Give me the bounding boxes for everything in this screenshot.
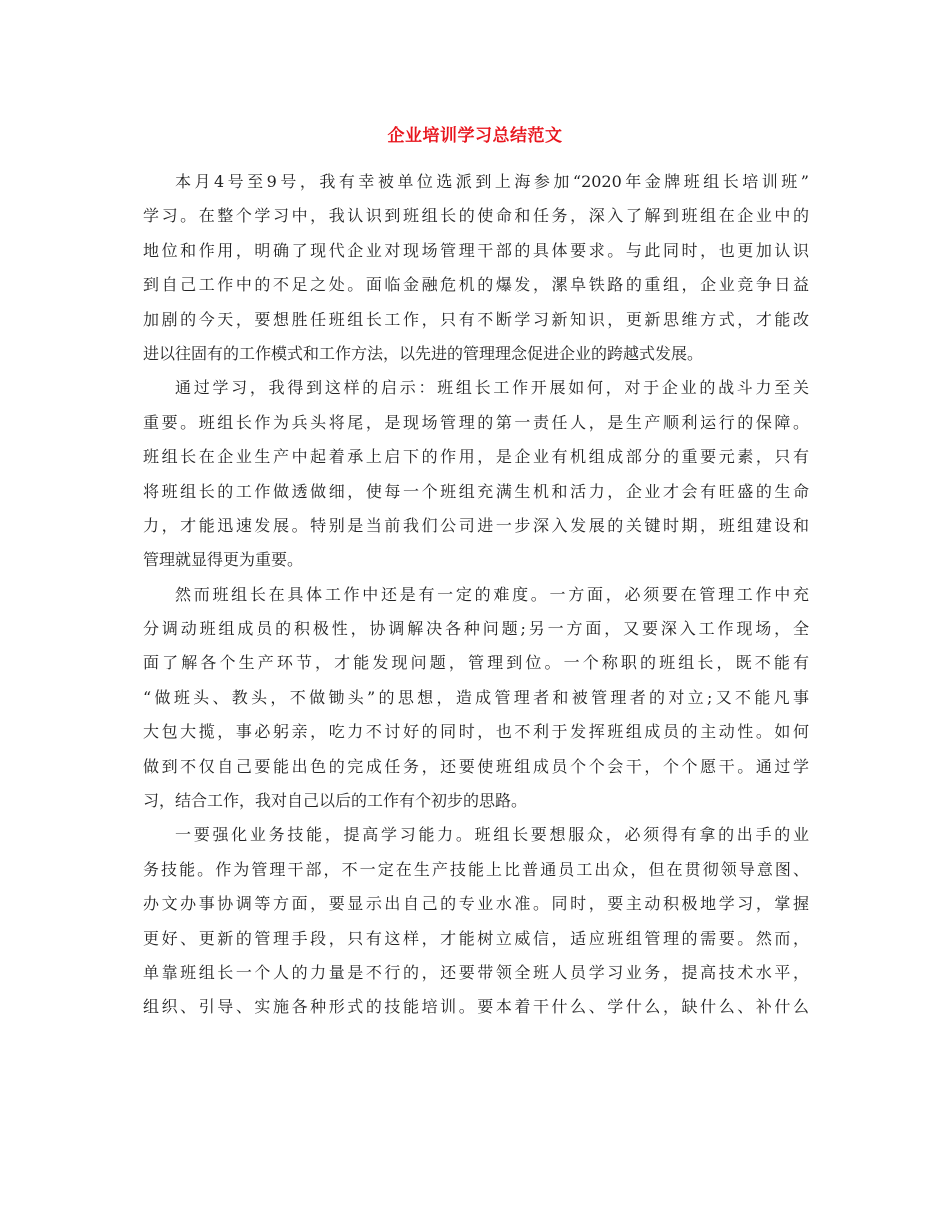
document-body <box>143 165 809 1025</box>
text-line: 加剧的今天，要想胜任班组长工作，只有不断学习新知识，更新思维方式，才能改 <box>143 309 809 329</box>
text-line: “做班头、教头，不做锄头”的思想，造成管理者和被管理者的对立;又不能凡事 <box>143 687 809 707</box>
text-line: 通过学习，我得到这样的启示：班组长工作开展如何，对于企业的战斗力至关 <box>175 378 809 398</box>
text-line: 组织、引导、实施各种形式的技能培训。要本着干什么、学什么，缺什么、补什么 <box>143 997 809 1017</box>
text-line: 学习。在整个学习中，我认识到班组长的使命和任务，深入了解到班组在企业中的 <box>143 206 809 226</box>
text-line: 办文办事协调等方面，要显示出自己的专业水准。同时，要主动积极地学习，掌握 <box>143 894 809 914</box>
text-line: 一要强化业务技能，提高学习能力。班组长要想服众，必须得有拿的出手的业 <box>175 825 809 845</box>
text-line: 本月4号至9号，我有幸被单位选派到上海参加“2020年金牌班组长培训班” <box>175 172 809 191</box>
text-line: 到自己工作中的不足之处。面临金融危机的爆发，漯阜铁路的重组，企业竞争日益 <box>143 275 809 295</box>
text-line: 重要。班组长作为兵头将尾，是现场管理的第一责任人，是生产顺利运行的保障。 <box>143 412 809 432</box>
text-line: 做到不仅自己要能出色的完成任务，还要使班组成员个个会干，个个愿干。通过学 <box>143 756 809 776</box>
text-line: 班组长在企业生产中起着承上启下的作用，是企业有机组成部分的重要元素，只有 <box>143 447 809 467</box>
text-line: 分调动班组成员的积极性，协调解决各种问题;另一方面，又要深入工作现场，全 <box>143 619 809 639</box>
text-line: 然而班组长在具体工作中还是有一定的难度。一方面，必须要在管理工作中充 <box>175 584 809 604</box>
text-line: 力，才能迅速发展。特别是当前我们公司进一步深入发展的关键时期，班组建设和 <box>143 515 809 535</box>
text-line: 更好、更新的管理手段，只有这样，才能树立威信，适应班组管理的需要。然而， <box>143 928 809 948</box>
text-line: 进以往固有的工作模式和工作方法，以先进的管理理念促进企业的跨越式发展。 <box>143 343 704 363</box>
document-title: 企业培训学习总结范文 <box>387 126 563 146</box>
text-line: 地位和作用，明确了现代企业对现场管理干部的具体要求。与此同时，也更加认识 <box>143 240 809 260</box>
text-line: 单靠班组长一个人的力量是不行的，还要带领全班人员学习业务，提高技术水平， <box>143 962 809 982</box>
text-line: 习，结合工作，我对自己以后的工作有个初步的思路。 <box>143 791 528 811</box>
text-line: 大包大揽，事必躬亲，吃力不讨好的同时，也不利于发挥班组成员的主动性。如何 <box>143 722 809 742</box>
text-line: 管理就显得更为重要。 <box>143 550 304 570</box>
text-line: 将班组长的工作做透做细，使每一个班组充满生机和活力，企业才会有旺盛的生命 <box>143 481 809 501</box>
text-line: 面了解各个生产环节，才能发现问题，管理到位。一个称职的班组长，既不能有 <box>143 653 809 673</box>
text-line: 务技能。作为管理干部，不一定在生产技能上比普通员工出众，但在贯彻领导意图、 <box>143 859 809 879</box>
